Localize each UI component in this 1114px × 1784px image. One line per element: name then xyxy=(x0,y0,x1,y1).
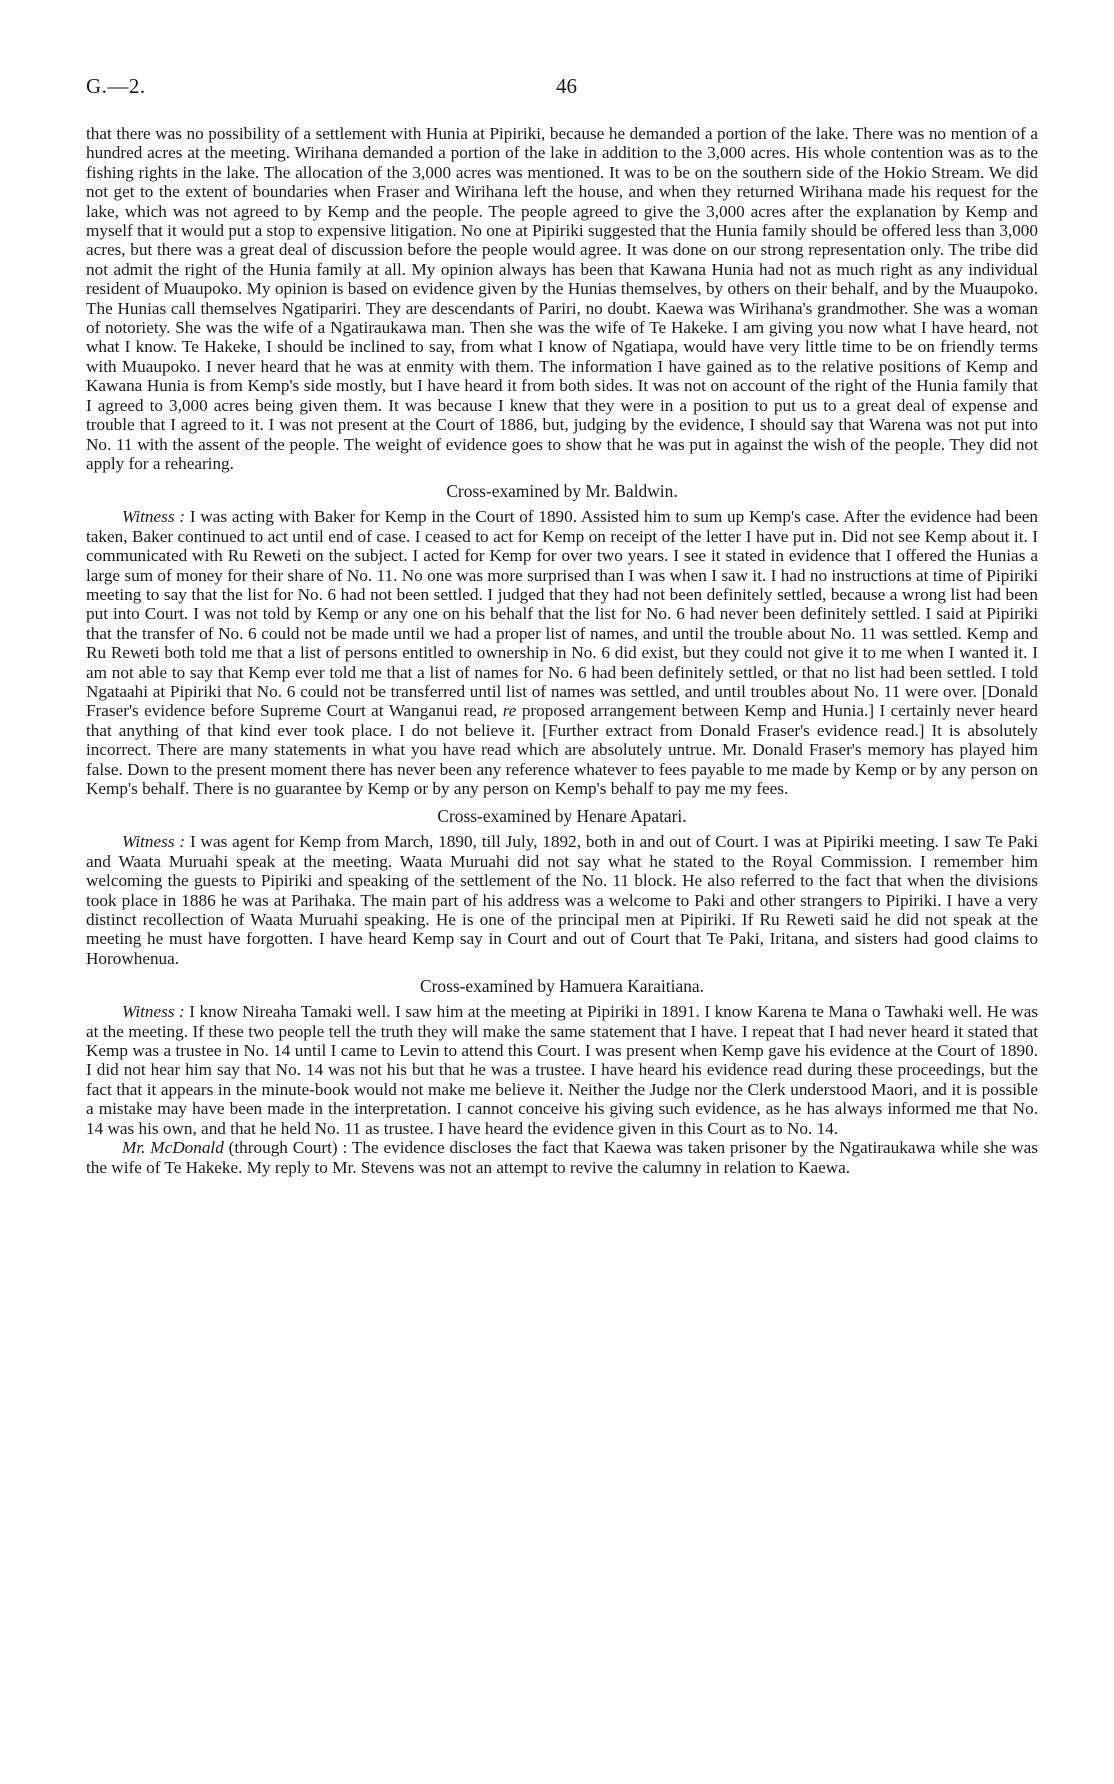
testimony-text: I know Nireaha Tamaki well. I saw him at the meeting at Pipiriki in 1891. I know Karena te Mana o Tawhaki well. He was at the meeting. If these two people tell the truth they will make the same statement that I have. I repeat that I had never heard it stated that Kemp was a trustee in No. 14 until I came to Levin to attend this Court. I was present when Kemp gave his evidence at the Court of 1890. I did not hear him say that No. 14 was not his but that he was a trustee. I have heard his evidence read during these proceedings, but the fact that it appears in the minute-book would not make me believe it. Neither the Judge nor the Clerk understood Maori, and it is possible a mistake may have been made in the interpretation. I cannot conceive his giving such evidence, as he has always informed me that No. 14 was his own, and that he held No. 11 as trustee. I have heard the evidence given in this Court as to No. 14. xyxy=(86,1002,1039,1138)
testimony-text-cont: proposed arrangement between Kemp and Hunia.] I certainly never heard that anything of that kind ever took place. I do not believe it. [Further extract from Donald Fraser's evidence read.] It is absolutely incorrect. There are many statements in what you have read which are absolutely untrue. Mr. Donald Fraser's memory has played him false. Down to the present moment there has never been any reference whatever to fees payable to me made by Kemp or by any person on Kemp's behalf. There is no guarantee by Kemp or by any person on Kemp's behalf to pay me my fees. xyxy=(86,701,1038,798)
speaker-label: Mr. McDonald xyxy=(122,1138,224,1158)
speaker-label: Witness : xyxy=(122,507,186,527)
karaitiana-testimony xyxy=(86,1002,1038,1138)
page-number: 46 xyxy=(556,74,577,98)
document-reference: G.—2. xyxy=(86,74,146,98)
section-heading-karaitiana: Cross-examined by Hamuera Karaitiana. xyxy=(420,976,704,997)
latin-re: re xyxy=(502,701,517,721)
baldwin-testimony xyxy=(86,507,1038,798)
section-heading-baldwin: Cross-examined by Mr. Baldwin. xyxy=(446,481,678,502)
page-header xyxy=(86,74,1038,114)
testimony-text: I was acting with Baker for Kemp in the Court of 1890. Assisted him to sum up Kemp's case. After the evidence had been taken, Baker continued to act until end of case. I ceased to act for Kemp on receipt of the letter I have put in. Did not see Kemp about it. I communicated with Ru Reweti on the subject. I acted for Kemp for over two years. I see it stated in evidence that I offered the Hunias a large sum of money for their share of No. 11. No one was more surprised than I was when I saw it. I had no instructions at time of Pipiriki meeting to say that the list for No. 6 had not been settled. I judged that they had not been definitely settled, because a wrong list had been put into Court. I was not told by Kemp or any one on his behalf that the list for No. 6 had never been definitely settled. I said at Pipiriki that the transfer of No. 6 could not be made until we had a proper list of names, and until the trouble about No. 11 was settled. Kemp and Ru Reweti both told me that a list of persons entitled to ownership in No. 6 did exist, but they could not give it to me when I wanted it. I am not able to say that Kemp ever told me that a list of names for No. 6 had been definitely settled, or that no list had been settled. I told Ngataahi at Pipiriki that No. 6 could not be transferred until list of names was settled, and until troubles about No. 11 were over. [Donald Fraser's evidence before Supreme Court at Wanganui read, xyxy=(86,507,1038,721)
speaker-label: Witness : xyxy=(122,1002,185,1022)
intro-paragraph: that there was no possibility of a settlement with Hunia at Pipiriki, because he demanded a portion of the lake. There was no mention of a hundred acres at the meeting. Wirihana demanded a portion of the lake in addition to the 3,000 acres. His whole contention was as to the fishing rights in the lake. The allocation of the 3,000 acres was mentioned. It was to be on the southern side of the Hokio Stream. We did not get to the extent of boundaries when Fraser and Wirihana left the house, and when they returned Wirihana made his request for the lake, which was not agreed to by Kemp and the people. The people agreed to give the 3,000 acres after the explanation by Kemp and myself that it would put a stop to expensive litigation. No one at Pipiriki suggested that the Hunia family should be offered less than 3,000 acres, but there was a great deal of discussion before the people would agree. It was done on our strong representation only. The tribe did not admit the right of the Hunia family at all. My opinion always has been that Kawana Hunia had not as much right as any individual resident of Muaupoko. My opinion is based on evidence given by the Hunias themselves, by others on their behalf, and by the Muaupoko. The Hunias call themselves Ngatipariri. They are descendants of Pariri, no doubt. Kaewa was Wirihana's grandmother. She was a woman of notoriety. She was the wife of a Ngatiraukawa man. Then she was the wife of Te Hakeke. I am giving you now what I have heard, not what I know. Te Hakeke, I should be inclined to say, from what I know of Ngatiapa, would have very little time to be on friendly terms with Muaupoko. I never heard that he was at enmity with them. The information I have gained as to the relative positions of Kemp and Kawana Hunia is from Kemp's side mostly, but I have heard it from both sides. It was not on account of the right of the Hunia family that I agreed to 3,000 acres being given them. It was because I knew that they were in a position to put us to a great deal of expense and trouble that I agreed to it. I was not present at the Court of 1886, but, judging by the evidence, I should say that Warena was not put into No. 11 with the assent of the people. The weight of evidence goes to show that he was put in against the wish of the people. They did not apply for a rehearing. xyxy=(86,124,1038,473)
speaker-label: Witness : xyxy=(122,832,186,852)
document-body xyxy=(86,124,1038,1177)
testimony-text: I was agent for Kemp from March, 1890, till July, 1892, both in and out of Court. I was at Pipiriki meeting. I saw Te Paki and Waata Muruahi speak at the meeting. Waata Muruahi did not say what he stated to the Royal Commission. I remember him welcoming the guests to Pipiriki and speaking of the settlement of the No. 11 block. He also referred to the fact that when the divisions took place in 1886 he was at Parihaka. The main part of his address was a welcome to Paki and other strangers to Pipiriki. I have a very distinct recollection of Waata Muruahi speaking. He is one of the principal men at Pipiriki. If Ru Reweti said he did not speak at the meeting he must have forgotten. I have heard Kemp say in Court and out of Court that Te Paki, Iritana, and sisters had good claims to Horowhenua. xyxy=(86,832,1038,968)
apatari-testimony xyxy=(86,832,1038,968)
section-heading-apatari: Cross-examined by Henare Apatari. xyxy=(437,806,687,827)
statement-text: (through Court) : The evidence discloses the fact that Kaewa was taken prisoner by the Ngatiraukawa while she was the wife of Te Hakeke. My reply to Mr. Stevens was not an attempt to revive the calumny in relation to Kaewa. xyxy=(86,1138,1038,1177)
mcdonald-statement xyxy=(86,1138,1038,1177)
